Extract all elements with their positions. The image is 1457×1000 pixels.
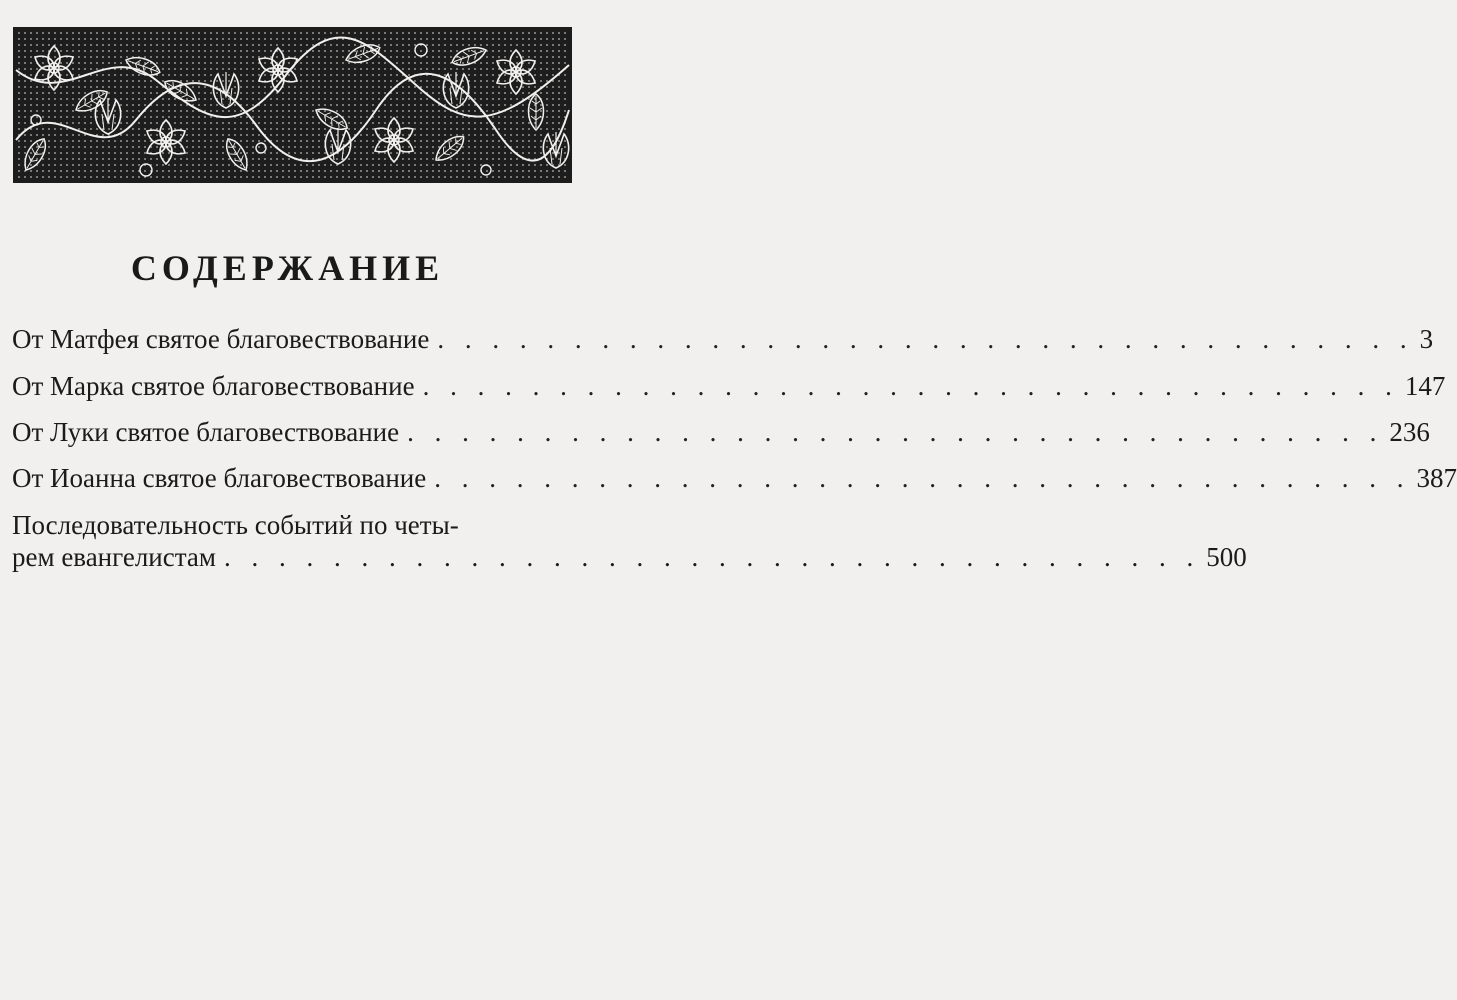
toc-entry-john[interactable] — [12, 462, 1457, 494]
toc-leader-dots: . . . . . . . . . . . . . . . . . . . . . . . . . . . . . . . . . . . . — [407, 417, 1384, 447]
toc-page-number: 3 — [1419, 324, 1434, 354]
toc-entry-label: От Иоанна святое благовествование — [12, 463, 427, 493]
toc-leader-dots: . . . . . . . . . . . . . . . . . . . . . . . . . . . . . . . . . . . . — [223, 542, 1201, 572]
toc-leader-dots: . . . . . . . . . . . . . . . . . . . . . . . . . . . . . . . . . . . . — [437, 324, 1414, 354]
toc-page-number: 387 — [1416, 463, 1457, 493]
toc-entry-mark[interactable] — [12, 370, 1446, 402]
toc-entry-matthew[interactable] — [12, 323, 1434, 355]
toc-page-number: 147 — [1404, 371, 1446, 401]
toc-entry-label: От Марка святое благовествование — [12, 371, 415, 401]
toc-page-number: 500 — [1206, 542, 1247, 572]
toc-leader-dots: . . . . . . . . . . . . . . . . . . . . . . . . . . . . . . . . . . . . — [422, 371, 1399, 401]
page-title: СОДЕРЖАНИЕ — [130, 248, 445, 288]
toc-entry-label: От Луки святое благовествование — [12, 417, 400, 447]
floral-ornament-icon — [16, 30, 569, 180]
decorative-ornament-banner — [13, 27, 572, 183]
toc-page-number: 236 — [1389, 417, 1430, 447]
toc-entry-luke[interactable] — [12, 416, 1430, 448]
toc-entry-label: От Матфея святое благовествование — [12, 324, 430, 354]
toc-entry-sequence[interactable] — [12, 509, 1247, 573]
toc-entry-line2 — [12, 541, 1247, 573]
toc-entry-label-line1: Последовательность событий по четы- — [12, 510, 459, 540]
toc-leader-dots: . . . . . . . . . . . . . . . . . . . . . . . . . . . . . . . . . . . . — [434, 463, 1411, 493]
toc-entry-label-line2: рем евангелистам — [12, 542, 216, 572]
